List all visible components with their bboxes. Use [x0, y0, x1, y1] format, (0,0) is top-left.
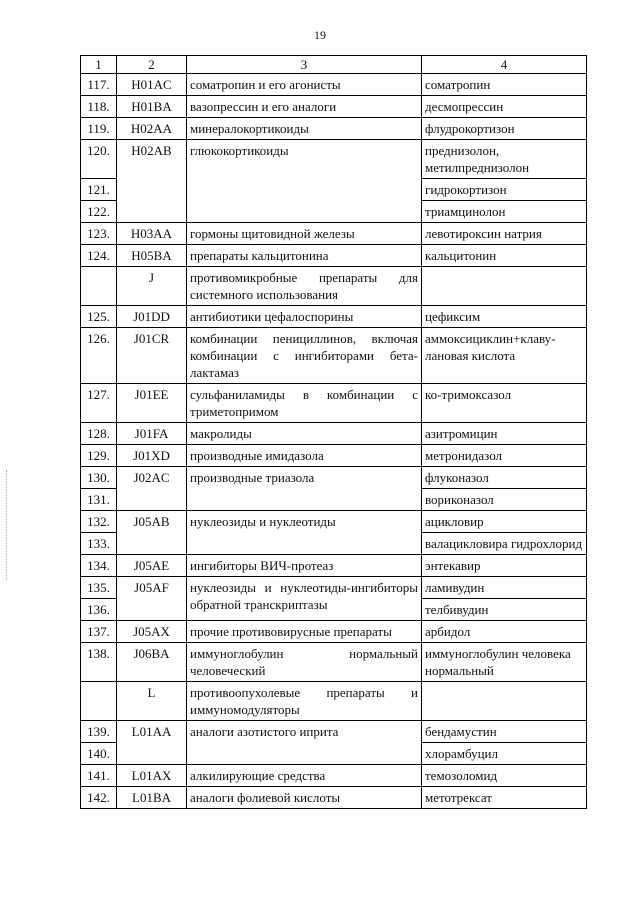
- drug-class: нуклеозиды и нуклеотиды-ингибиторы обратной транскриптазы: [187, 577, 422, 621]
- row-number: 129.: [81, 445, 117, 467]
- table-row: [81, 555, 587, 577]
- drug-name: [422, 682, 587, 721]
- atc-code: H02AB: [117, 140, 187, 223]
- table-row: [81, 721, 587, 743]
- page-number: 19: [314, 28, 326, 42]
- drug-name: бендамустин: [422, 721, 587, 743]
- drug-name: десмопрессин: [422, 96, 587, 118]
- table-row: [81, 467, 587, 489]
- atc-code: H03AA: [117, 223, 187, 245]
- drug-class: гормоны щитовидной железы: [187, 223, 422, 245]
- drug-class: ингибиторы ВИЧ-протеаз: [187, 555, 422, 577]
- drug-name: аммоксициклин+клаву-лановая кислота: [422, 328, 587, 384]
- row-number: 139.: [81, 721, 117, 743]
- drug-name: преднизолон, метилпреднизолон: [422, 140, 587, 179]
- drug-name: вориконазол: [422, 489, 587, 511]
- drug-name: энтекавир: [422, 555, 587, 577]
- row-number: 140.: [81, 743, 117, 765]
- table-row: [81, 445, 587, 467]
- row-number: 125.: [81, 306, 117, 328]
- drug-name: иммуноглобулин человека нормальный: [422, 643, 587, 682]
- drug-class: аналоги фолиевой кислоты: [187, 787, 422, 809]
- drug-name: [422, 267, 587, 306]
- table-row: [81, 643, 587, 682]
- atc-code: J01CR: [117, 328, 187, 384]
- drug-class: антибиотики цефалоспорины: [187, 306, 422, 328]
- table-row: [81, 384, 587, 423]
- row-number: 135.: [81, 577, 117, 599]
- table-row: [81, 511, 587, 533]
- drug-name: темозоломид: [422, 765, 587, 787]
- drug-name: метотрексат: [422, 787, 587, 809]
- drug-name: гидрокортизон: [422, 179, 587, 201]
- drug-name: цефиксим: [422, 306, 587, 328]
- drug-class: нуклеозиды и нуклеотиды: [187, 511, 422, 555]
- row-number: 120.: [81, 140, 117, 179]
- table-row: [81, 223, 587, 245]
- table-row: [81, 118, 587, 140]
- atc-code: J01EE: [117, 384, 187, 423]
- row-number: 126.: [81, 328, 117, 384]
- row-number: 130.: [81, 467, 117, 489]
- row-number: 136.: [81, 599, 117, 621]
- atc-code: L01AA: [117, 721, 187, 765]
- table-row: [81, 577, 587, 599]
- row-number: 128.: [81, 423, 117, 445]
- column-header: 1: [81, 56, 117, 74]
- row-number: 137.: [81, 621, 117, 643]
- group-row: [81, 267, 587, 306]
- drug-class: прочие противовирусные препараты: [187, 621, 422, 643]
- group-title: противоопухолевые препараты и иммуномодуляторы: [187, 682, 422, 721]
- table-row: [81, 765, 587, 787]
- drug-class: вазопрессин и его аналоги: [187, 96, 422, 118]
- column-header: 4: [422, 56, 587, 74]
- drug-name: флудрокортизон: [422, 118, 587, 140]
- row-number: 127.: [81, 384, 117, 423]
- drug-name: валацикловира гидрохлорид: [422, 533, 587, 555]
- table-row: [81, 621, 587, 643]
- drug-class: производные имидазола: [187, 445, 422, 467]
- row-number: 138.: [81, 643, 117, 682]
- atc-code: J01FA: [117, 423, 187, 445]
- row-number: 119.: [81, 118, 117, 140]
- drug-name: ацикловир: [422, 511, 587, 533]
- row-number: 134.: [81, 555, 117, 577]
- atc-code: J01XD: [117, 445, 187, 467]
- column-header: 3: [187, 56, 422, 74]
- row-number: 117.: [81, 74, 117, 96]
- column-header: 2: [117, 56, 187, 74]
- table-row: [81, 787, 587, 809]
- row-number: 142.: [81, 787, 117, 809]
- drug-name: телбивудин: [422, 599, 587, 621]
- table-row: [81, 140, 587, 179]
- group-title: противомикробные препараты для системного использования: [187, 267, 422, 306]
- row-number: 133.: [81, 533, 117, 555]
- row-number: 121.: [81, 179, 117, 201]
- table-row: [81, 74, 587, 96]
- table-row: [81, 245, 587, 267]
- row-number: 124.: [81, 245, 117, 267]
- drug-table: [80, 55, 587, 809]
- atc-code: H01AC: [117, 74, 187, 96]
- drug-class: глюкокортикоиды: [187, 140, 422, 223]
- drug-class: препараты кальцитонина: [187, 245, 422, 267]
- atc-code: J06BA: [117, 643, 187, 682]
- drug-name: ко-тримоксазол: [422, 384, 587, 423]
- drug-name: метронидазол: [422, 445, 587, 467]
- row-number: 131.: [81, 489, 117, 511]
- row-number: 141.: [81, 765, 117, 787]
- drug-class: иммуноглобулин нормальный человеческий: [187, 643, 422, 682]
- drug-name: левотироксин натрия: [422, 223, 587, 245]
- drug-class: минералокортикоиды: [187, 118, 422, 140]
- group-row: [81, 682, 587, 721]
- atc-code: J05AF: [117, 577, 187, 621]
- drug-name: флуконазол: [422, 467, 587, 489]
- drug-name: соматропин: [422, 74, 587, 96]
- atc-code: J05AE: [117, 555, 187, 577]
- atc-code: H01BA: [117, 96, 187, 118]
- drug-name: триамцинолон: [422, 201, 587, 223]
- table-row: [81, 328, 587, 384]
- drug-class: макролиды: [187, 423, 422, 445]
- table-row: [81, 306, 587, 328]
- row-number: 118.: [81, 96, 117, 118]
- drug-name: азитромицин: [422, 423, 587, 445]
- atc-code: H02AA: [117, 118, 187, 140]
- atc-code: L01AX: [117, 765, 187, 787]
- atc-code: J05AB: [117, 511, 187, 555]
- header-row: [81, 56, 587, 74]
- drug-class: алкилирующие средства: [187, 765, 422, 787]
- atc-code: L01BA: [117, 787, 187, 809]
- table-row: [81, 423, 587, 445]
- drug-class: соматропин и его агонисты: [187, 74, 422, 96]
- row-number: 123.: [81, 223, 117, 245]
- atc-code: J01DD: [117, 306, 187, 328]
- atc-group-code: J: [117, 267, 187, 306]
- drug-name: кальцитонин: [422, 245, 587, 267]
- row-number: [81, 267, 117, 306]
- drug-name: арбидол: [422, 621, 587, 643]
- atc-code: H05BA: [117, 245, 187, 267]
- drug-name: ламивудин: [422, 577, 587, 599]
- drug-class: аналоги азотистого иприта: [187, 721, 422, 765]
- row-number: [81, 682, 117, 721]
- table-row: [81, 96, 587, 118]
- drug-class: производные триазола: [187, 467, 422, 511]
- atc-code: J02AC: [117, 467, 187, 511]
- atc-group-code: L: [117, 682, 187, 721]
- drug-class: комбинации пенициллинов, включая комбинации с ингибиторами бета-лактамаз: [187, 328, 422, 384]
- drug-class: сульфаниламиды в комбинации с триметопримом: [187, 384, 422, 423]
- row-number: 122.: [81, 201, 117, 223]
- drug-name: хлорамбуцил: [422, 743, 587, 765]
- binding-dots: [6, 470, 9, 580]
- atc-code: J05AX: [117, 621, 187, 643]
- row-number: 132.: [81, 511, 117, 533]
